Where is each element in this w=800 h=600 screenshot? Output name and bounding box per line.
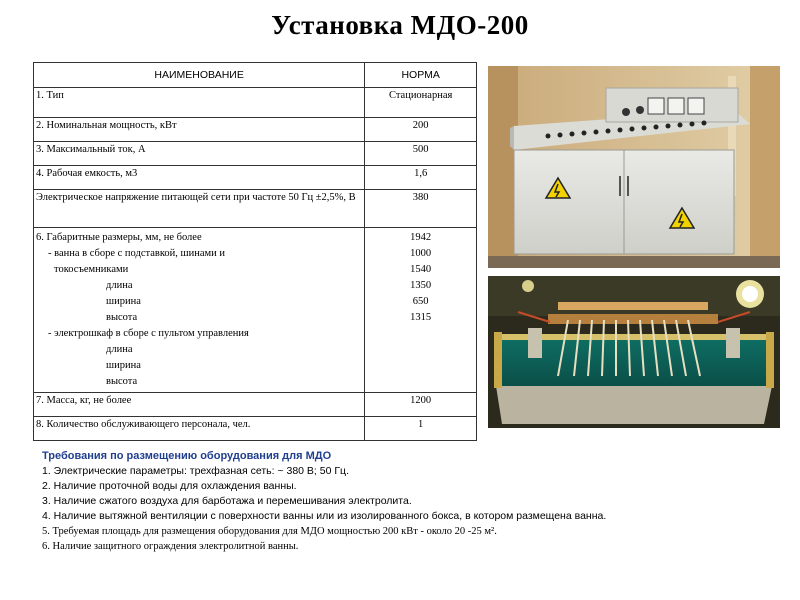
table-row	[34, 417, 477, 441]
row-norm: 1	[365, 417, 477, 441]
electrolyte-bath-photo	[488, 276, 780, 428]
requirement-item: 1. Электрические параметры: трехфазная сеть: ~ 380 В; 50 Гц.	[42, 465, 349, 477]
table-row	[34, 88, 477, 118]
dims-line: - электрошкаф в сборе с пультом управления	[48, 328, 249, 339]
cabinet-illustration	[488, 66, 780, 268]
bath-illustration	[488, 276, 780, 428]
dims-value: 1000	[410, 248, 432, 259]
dims-value: 1540	[410, 264, 432, 275]
row-norm: 380	[365, 190, 477, 228]
requirement-item: 4. Наличие вытяжной вентиляции с поверхности ванны или из изолированного бокса, в котором размещена ванна.	[42, 510, 607, 522]
row-name-dimensions	[34, 228, 365, 393]
table-row	[34, 142, 477, 166]
dims-line: высота	[106, 312, 138, 323]
dims-line: ширина	[106, 296, 141, 307]
requirement-item: 5. Требуемая площадь для размещения оборудования для МДО мощностью 200 кВт - около 20 -25 м².	[42, 526, 497, 537]
row-norm: 1200	[365, 393, 477, 417]
row-name: Электрическое напряжение питающей сети при частоте 50 Гц ±2,5%, В	[34, 190, 365, 228]
requirement-item: 6. Наличие защитного ограждения электролитной ванны.	[42, 541, 299, 552]
row-norm-dimensions	[365, 228, 477, 393]
row-norm: 500	[365, 142, 477, 166]
dims-value: 1942	[410, 232, 432, 243]
dims-line: высота	[106, 376, 138, 387]
table-row-dimensions	[34, 228, 477, 393]
requirements-heading: Требования по размещению оборудования для МДО	[42, 450, 332, 462]
row-norm: 1,6	[365, 166, 477, 190]
dims-line: длина	[106, 280, 133, 291]
requirements-section	[42, 449, 762, 554]
table-row	[34, 166, 477, 190]
row-name: 1. Тип	[34, 88, 365, 118]
requirement-item: 2. Наличие проточной воды для охлаждения ванны.	[42, 480, 297, 492]
dims-value: 1315	[410, 312, 432, 323]
specs-table	[33, 62, 477, 441]
dims-line: - ванна в сборе с подставкой, шинами и	[48, 248, 225, 259]
dims-value: 650	[412, 296, 429, 307]
dims-line: длина	[106, 344, 133, 355]
electrical-cabinet-photo	[488, 66, 780, 268]
dims-line: 6. Габаритные размеры, мм, не более	[36, 232, 202, 243]
row-name: 3. Максимальный ток, А	[34, 142, 365, 166]
row-name: 8. Количество обслуживающего персонала, чел.	[34, 417, 365, 441]
dims-value: 1350	[410, 280, 432, 291]
row-norm: 200	[365, 118, 477, 142]
table-row	[34, 118, 477, 142]
row-norm: Стационарная	[365, 88, 477, 118]
header-name: НАИМЕНОВАНИЕ	[34, 63, 365, 88]
requirement-item: 3. Наличие сжатого воздуха для барботажа и перемешивания электролита.	[42, 495, 412, 507]
row-name: 4. Рабочая емкость, м3	[34, 166, 365, 190]
table-row	[34, 393, 477, 417]
row-name: 7. Масса, кг, не более	[34, 393, 365, 417]
header-norm: НОРМА	[365, 63, 477, 88]
dims-line: токосъемниками	[54, 264, 129, 275]
dims-line: ширина	[106, 360, 141, 371]
page-title: Установка МДО-200	[271, 10, 529, 40]
table-header-row	[34, 63, 477, 88]
row-name: 2. Номинальная мощность, кВт	[34, 118, 365, 142]
table-row	[34, 190, 477, 228]
